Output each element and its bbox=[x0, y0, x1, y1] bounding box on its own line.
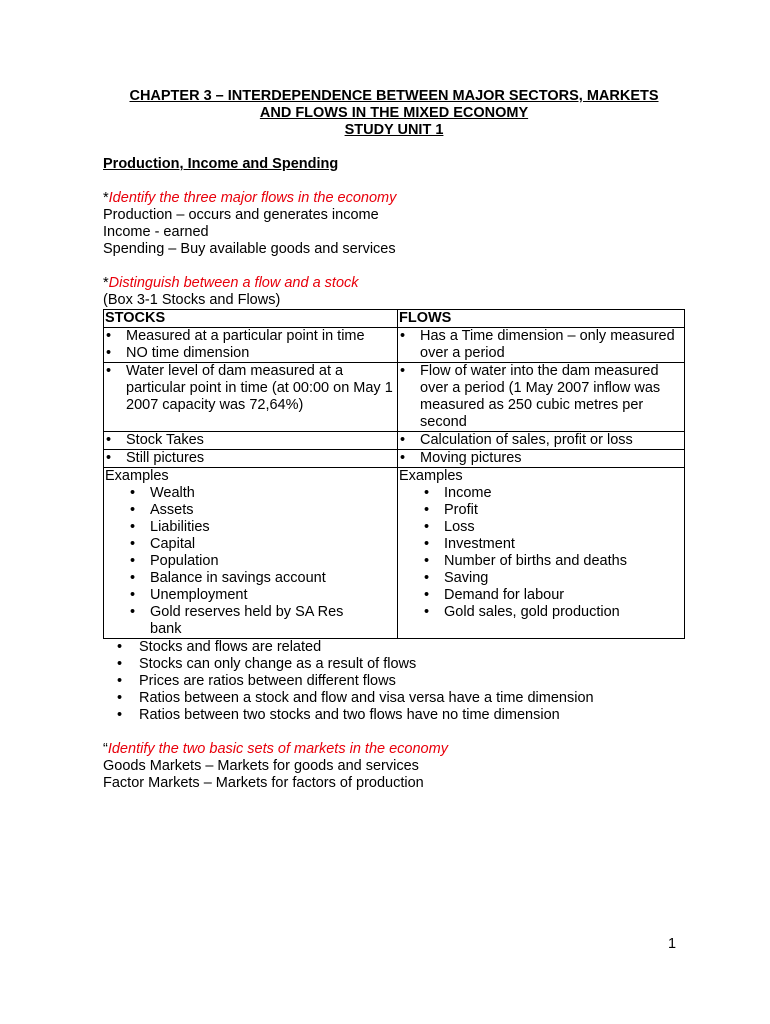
flow-example: • Gold sales, gold production bbox=[399, 604, 684, 621]
flows-header: FLOWS bbox=[398, 310, 685, 328]
stock-example: • Capital bbox=[105, 536, 397, 553]
prompt-text: Identify the two basic sets of markets in the economy bbox=[107, 741, 448, 757]
stock-point: • Water level of dam measured at a particular point in time (at 00:00 on May 1 2007 capacity was 72,64%) bbox=[105, 363, 397, 414]
prompt-text: Distinguish between a flow and a stock bbox=[108, 275, 359, 291]
flows-prompt bbox=[103, 190, 685, 207]
stock-example: • Gold reserves held by SA Res bank bbox=[105, 604, 397, 638]
table-row bbox=[104, 450, 685, 468]
markets-line: Factor Markets – Markets for factors of production bbox=[103, 775, 424, 791]
list-item: • Ratios between a stock and flow and visa versa have a time dimension bbox=[103, 690, 685, 707]
flows-line: Income - earned bbox=[103, 224, 209, 240]
table-row bbox=[104, 363, 685, 432]
document-page bbox=[103, 88, 685, 792]
stock-example: • Population bbox=[105, 553, 397, 570]
flow-example: • Investment bbox=[399, 536, 684, 553]
list-item: • Stocks and flows are related bbox=[103, 639, 685, 656]
relations-list bbox=[103, 639, 685, 724]
box-caption: (Box 3-1 Stocks and Flows) bbox=[103, 292, 281, 308]
examples-label: Examples bbox=[105, 468, 169, 484]
heading-line-2: AND FLOWS IN THE MIXED ECONOMY bbox=[259, 105, 529, 121]
flow-example: • Number of births and deaths bbox=[399, 553, 684, 570]
flow-point: • Has a Time dimension – only measured over a period bbox=[399, 328, 684, 362]
stock-prompt bbox=[103, 275, 685, 292]
stock-point: • Measured at a particular point in time bbox=[105, 328, 397, 345]
table-row bbox=[104, 328, 685, 363]
stock-example: • Liabilities bbox=[105, 519, 397, 536]
list-item: • Stocks can only change as a result of flows bbox=[103, 656, 685, 673]
flow-example: • Loss bbox=[399, 519, 684, 536]
stock-point: • Still pictures bbox=[105, 450, 397, 467]
markets-line: Goods Markets – Markets for goods and services bbox=[103, 758, 419, 774]
prompt-quote: “ bbox=[103, 741, 108, 757]
flow-point: • Calculation of sales, profit or loss bbox=[399, 432, 684, 449]
markets-prompt bbox=[103, 741, 685, 758]
flow-example: • Income bbox=[399, 485, 684, 502]
flows-line: Spending – Buy available goods and services bbox=[103, 241, 396, 257]
flow-example: • Profit bbox=[399, 502, 684, 519]
flow-point: • Moving pictures bbox=[399, 450, 684, 467]
prompt-star: * bbox=[103, 275, 109, 291]
table-row bbox=[104, 432, 685, 450]
flows-line: Production – occurs and generates income bbox=[103, 207, 379, 223]
stock-point: • NO time dimension bbox=[105, 345, 397, 362]
stock-example: • Wealth bbox=[105, 485, 397, 502]
flow-example: • Demand for labour bbox=[399, 587, 684, 604]
stock-example: • Assets bbox=[105, 502, 397, 519]
heading-line-1: CHAPTER 3 – INTERDEPENDENCE BETWEEN MAJOR SECTORS, MARKETS bbox=[129, 88, 659, 104]
stocks-flows-table bbox=[103, 309, 685, 639]
prompt-star: * bbox=[103, 190, 109, 206]
list-item: • Ratios between two stocks and two flows have no time dimension bbox=[103, 707, 685, 724]
prompt-text: Identify the three major flows in the economy bbox=[108, 190, 397, 206]
examples-label: Examples bbox=[399, 468, 463, 484]
heading-line-3: STUDY UNIT 1 bbox=[344, 122, 444, 138]
page-number: 1 bbox=[668, 936, 677, 952]
stocks-header: STOCKS bbox=[104, 310, 398, 328]
flow-point: • Flow of water into the dam measured over a period (1 May 2007 inflow was measured as 250 cubic metres per second bbox=[399, 363, 684, 431]
stock-example: • Balance in savings account bbox=[105, 570, 397, 587]
examples-row bbox=[104, 468, 685, 639]
chapter-heading bbox=[103, 88, 685, 139]
list-item: • Prices are ratios between different flows bbox=[103, 673, 685, 690]
stock-point: • Stock Takes bbox=[105, 432, 397, 449]
stock-example: • Unemployment bbox=[105, 587, 397, 604]
flow-example: • Saving bbox=[399, 570, 684, 587]
section-title: Production, Income and Spending bbox=[103, 156, 339, 172]
table-header-row bbox=[104, 310, 685, 328]
